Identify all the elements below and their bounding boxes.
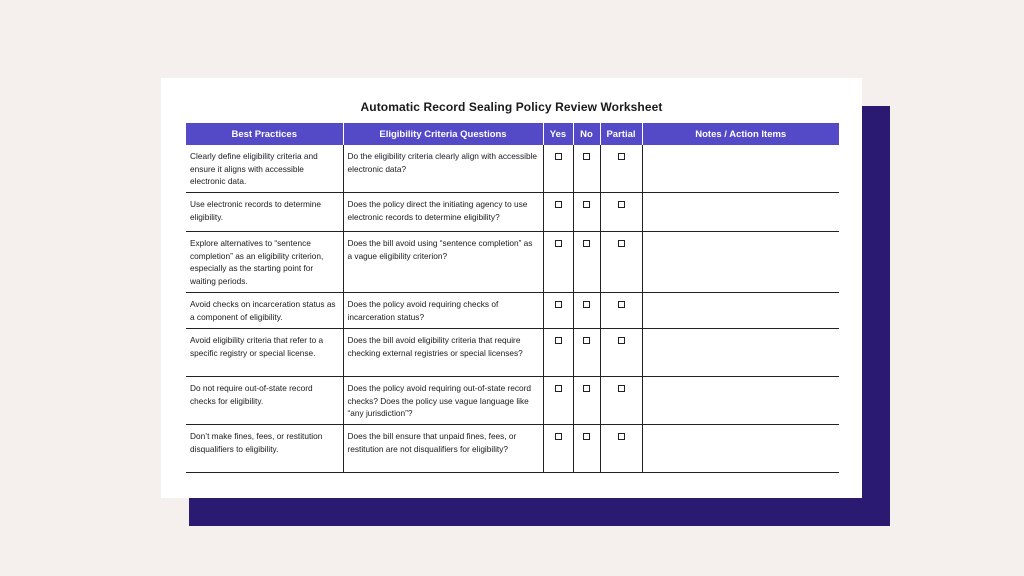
partial-checkbox-icon[interactable] bbox=[618, 240, 625, 247]
no-checkbox-icon[interactable] bbox=[583, 153, 590, 160]
table-row bbox=[186, 232, 839, 293]
question-cell: Does the bill avoid eligibility criteria that require checking external registries or special licenses? bbox=[343, 329, 543, 377]
yes-checkbox-icon[interactable] bbox=[555, 240, 562, 247]
no-cell bbox=[573, 193, 600, 232]
column-header-questions: Eligibility Criteria Questions bbox=[343, 123, 543, 145]
notes-cell[interactable] bbox=[642, 193, 839, 232]
no-cell bbox=[573, 293, 600, 329]
partial-checkbox-icon[interactable] bbox=[618, 153, 625, 160]
yes-cell bbox=[543, 193, 573, 232]
notes-cell[interactable] bbox=[642, 425, 839, 473]
yes-cell bbox=[543, 377, 573, 425]
no-checkbox-icon[interactable] bbox=[583, 433, 590, 440]
partial-checkbox-icon[interactable] bbox=[618, 301, 625, 308]
table-row bbox=[186, 193, 839, 232]
best-practice-cell: Do not require out-of-state record checks for eligibility. bbox=[186, 377, 343, 425]
column-header-no: No bbox=[573, 123, 600, 145]
best-practice-cell: Avoid eligibility criteria that refer to a specific registry or special license. bbox=[186, 329, 343, 377]
no-checkbox-icon[interactable] bbox=[583, 240, 590, 247]
question-cell: Does the bill avoid using “sentence completion” as a vague eligibility criterion? bbox=[343, 232, 543, 293]
partial-cell bbox=[600, 193, 642, 232]
yes-checkbox-icon[interactable] bbox=[555, 301, 562, 308]
question-cell: Does the policy avoid requiring checks of incarceration status? bbox=[343, 293, 543, 329]
notes-cell[interactable] bbox=[642, 145, 839, 193]
table-row bbox=[186, 293, 839, 329]
best-practice-cell: Explore alternatives to “sentence completion” as an eligibility criterion, especially as the starting point for waiting periods. bbox=[186, 232, 343, 293]
no-cell bbox=[573, 329, 600, 377]
yes-checkbox-icon[interactable] bbox=[555, 385, 562, 392]
table-row bbox=[186, 425, 839, 473]
best-practice-cell: Don’t make fines, fees, or restitution disqualifiers to eligibility. bbox=[186, 425, 343, 473]
question-cell: Does the policy avoid requiring out-of-state record checks? Does the policy use vague language like “any jurisdiction”? bbox=[343, 377, 543, 425]
yes-cell bbox=[543, 232, 573, 293]
no-checkbox-icon[interactable] bbox=[583, 201, 590, 208]
no-cell bbox=[573, 377, 600, 425]
yes-cell bbox=[543, 329, 573, 377]
no-cell bbox=[573, 145, 600, 193]
column-header-notes: Notes / Action Items bbox=[642, 123, 839, 145]
partial-cell bbox=[600, 145, 642, 193]
question-cell: Do the eligibility criteria clearly align with accessible electronic data? bbox=[343, 145, 543, 193]
yes-checkbox-icon[interactable] bbox=[555, 153, 562, 160]
worksheet-table bbox=[186, 123, 839, 473]
partial-cell bbox=[600, 377, 642, 425]
notes-cell[interactable] bbox=[642, 232, 839, 293]
table-row bbox=[186, 329, 839, 377]
partial-cell bbox=[600, 232, 642, 293]
notes-cell[interactable] bbox=[642, 377, 839, 425]
notes-cell[interactable] bbox=[642, 329, 839, 377]
no-checkbox-icon[interactable] bbox=[583, 385, 590, 392]
partial-cell bbox=[600, 425, 642, 473]
worksheet-page bbox=[161, 78, 862, 498]
question-cell: Does the policy direct the initiating agency to use electronic records to determine eligibility? bbox=[343, 193, 543, 232]
no-checkbox-icon[interactable] bbox=[583, 337, 590, 344]
best-practice-cell: Clearly define eligibility criteria and ensure it aligns with accessible electronic data. bbox=[186, 145, 343, 193]
column-header-yes: Yes bbox=[543, 123, 573, 145]
yes-checkbox-icon[interactable] bbox=[555, 337, 562, 344]
table-row bbox=[186, 145, 839, 193]
column-header-best-practices: Best Practices bbox=[186, 123, 343, 145]
header-row bbox=[186, 123, 839, 145]
partial-checkbox-icon[interactable] bbox=[618, 385, 625, 392]
yes-checkbox-icon[interactable] bbox=[555, 433, 562, 440]
best-practice-cell: Avoid checks on incarceration status as a component of eligibility. bbox=[186, 293, 343, 329]
no-cell bbox=[573, 425, 600, 473]
yes-cell bbox=[543, 293, 573, 329]
best-practice-cell: Use electronic records to determine eligibility. bbox=[186, 193, 343, 232]
partial-cell bbox=[600, 329, 642, 377]
table-row bbox=[186, 377, 839, 425]
question-cell: Does the bill ensure that unpaid fines, fees, or restitution are not disqualifiers for eligibility? bbox=[343, 425, 543, 473]
column-header-partial: Partial bbox=[600, 123, 642, 145]
yes-cell bbox=[543, 145, 573, 193]
partial-checkbox-icon[interactable] bbox=[618, 201, 625, 208]
yes-cell bbox=[543, 425, 573, 473]
partial-checkbox-icon[interactable] bbox=[618, 433, 625, 440]
partial-checkbox-icon[interactable] bbox=[618, 337, 625, 344]
no-cell bbox=[573, 232, 600, 293]
no-checkbox-icon[interactable] bbox=[583, 301, 590, 308]
yes-checkbox-icon[interactable] bbox=[555, 201, 562, 208]
notes-cell[interactable] bbox=[642, 293, 839, 329]
worksheet-title: Automatic Record Sealing Policy Review Worksheet bbox=[360, 100, 663, 114]
partial-cell bbox=[600, 293, 642, 329]
